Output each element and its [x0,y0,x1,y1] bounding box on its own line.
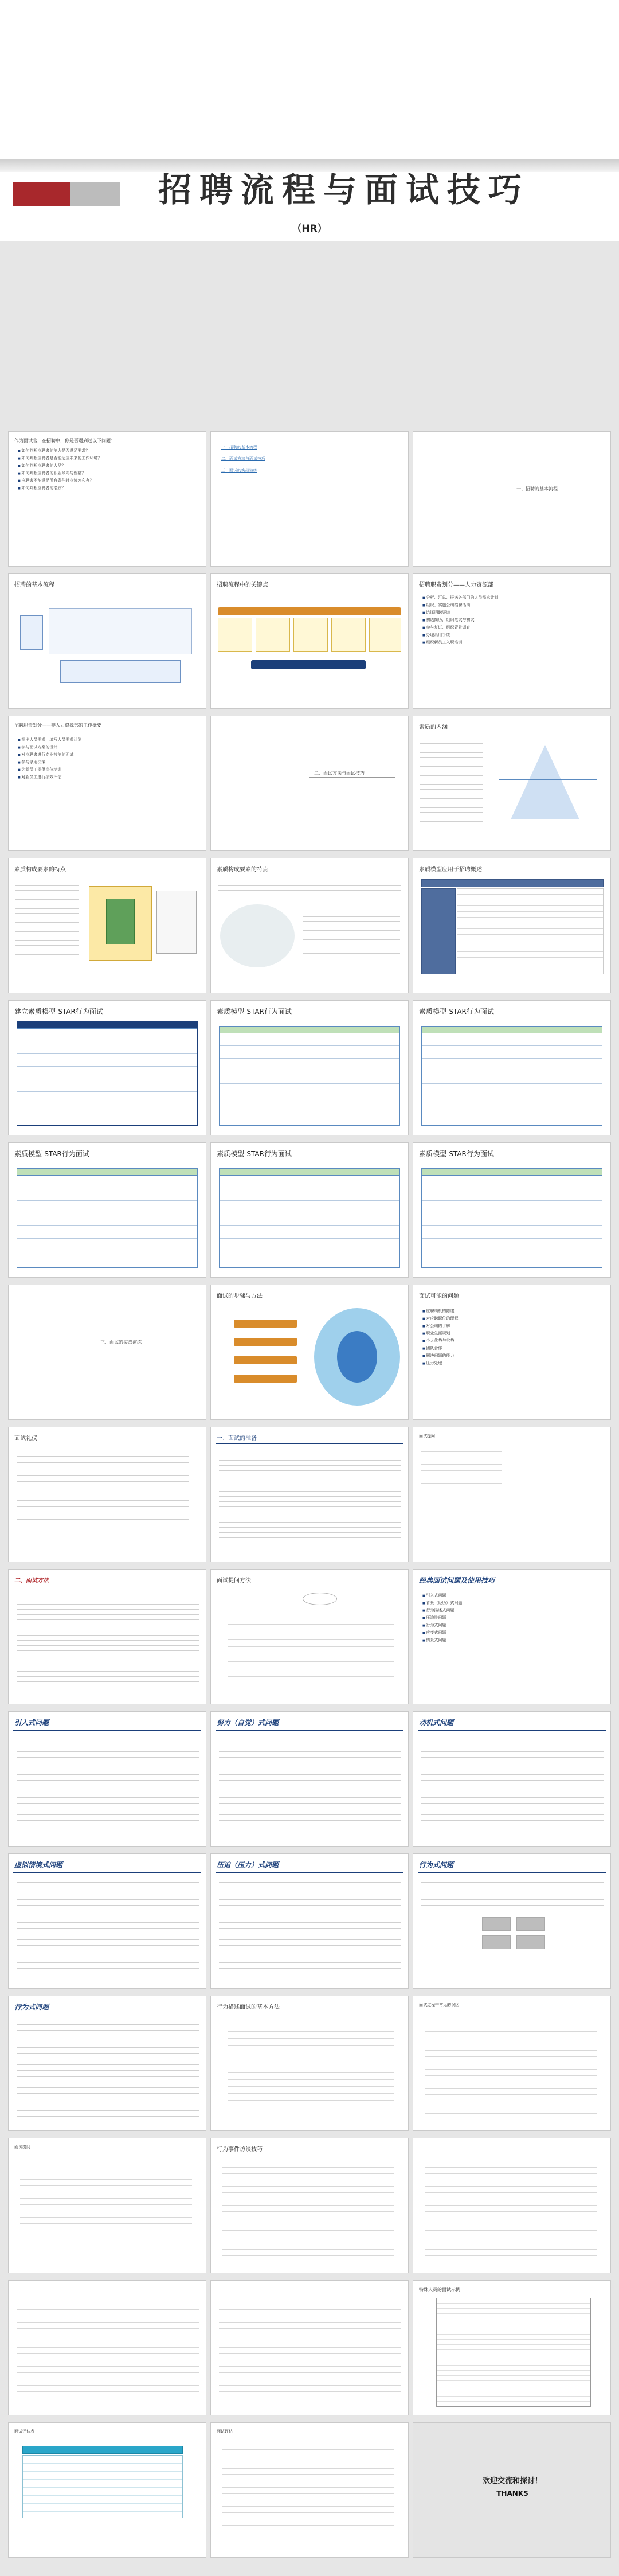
flow-chart [49,608,192,654]
slide-interview-steps [210,1285,409,1420]
slide-summary-1 [413,2138,611,2273]
slide-title: 建立素质模型-STAR行为面试 [14,1008,103,1016]
slide-summary-2 [8,2280,206,2415]
slide-title: 面试提问方法 [217,1578,251,1584]
table-body [457,888,604,974]
text-block [228,2025,394,2117]
list-item: ■ 应聘动机的陈述 [422,1308,601,1315]
key-point-box [256,618,290,652]
thanks-cn: 欢迎交流和探讨！ [482,2477,542,2485]
slide-title: 招聘职责划分——人力资源部 [419,582,493,588]
text-block [219,1450,401,1548]
slide-title: 面试总结 [419,2146,442,2153]
text-block [421,1446,502,1486]
text-block [303,908,400,959]
slide-title: 面试可能的问题 [419,1293,459,1299]
table-header [220,1169,399,1176]
slide-section-1 [413,431,611,567]
list-item: ■ 行为式问题 [422,1622,601,1629]
table-row [220,1059,399,1071]
list-item: ■ 参与复试、组织背景调查 [422,625,601,631]
cover-title: 招聘流程与面试技巧 [158,170,530,209]
text-block [222,2444,394,2530]
table-row [422,1071,602,1084]
text-block [219,1877,401,1974]
cover-grey-block [70,182,120,206]
list-item: ■ 解决问题的能力 [422,1353,601,1360]
list-item: ■ 对新员工进行绩效评估 [18,774,197,781]
slide-title: 面试评估 [217,2429,233,2434]
star-table [17,1168,198,1268]
section-title: 一、招聘的基本流程 [516,486,558,491]
slide-etiquette [8,1427,206,1562]
text-block [425,2161,597,2259]
illustration [220,904,295,967]
table-row [17,1029,197,1041]
diagram-box [482,1935,511,1949]
list-item: ■ 个人优势与劣势 [422,1338,601,1345]
list-item: ■ 压力处理 [422,1360,601,1367]
slide-hr-duties [413,573,611,709]
table-row [220,1176,399,1188]
slide-competency-traits-1 [8,858,206,993]
step-arrow [234,1356,297,1364]
table-header [220,1027,399,1033]
text-block [228,1610,394,1679]
slide-competency-meaning [413,716,611,851]
slide-eval-form [8,2422,206,2558]
list-item: ■ 为新员工提供岗位培训 [18,767,197,774]
list-item: ■ 对应聘者进行专业技能的面试 [18,752,197,759]
list-item: ■ 对应聘职位的理解 [422,1316,601,1322]
slide-possible-questions [413,1285,611,1420]
list-item: ■ 应变式问题 [422,1630,601,1637]
slide-title: 面试提问 [14,2145,30,2149]
list-item: ■ 团队合作 [422,1345,601,1352]
slide-title: 面试礼仪 [14,1435,37,1442]
table-row [220,1201,399,1213]
table-row [220,1188,399,1201]
slide-common-mistakes [413,1996,611,2131]
list-item: ■ 参与录用决策 [18,759,197,766]
slide-non-hr-duties [8,716,206,851]
table-row [220,1213,399,1226]
table-row [17,1188,197,1201]
slide-virtual-scenario [8,1853,206,1989]
slide-basic-flow [8,573,206,709]
table-row [17,1092,197,1104]
thanks-en: THANKS [496,2489,528,2497]
slide-title: 素质构成要素的特点 [217,867,268,873]
text-block [15,881,79,962]
slide-key-points [210,573,409,709]
table-row [422,1033,602,1046]
slide-title: 努力（自觉）式问题 [217,1719,279,1727]
toc-link[interactable]: 三、面试的实战演练 [221,468,257,473]
table-row [422,1188,602,1201]
diagram-box [482,1917,511,1931]
slide-star-2 [210,1000,409,1135]
slide-thanks [413,2422,611,2558]
slide-title: 虚拟情境式问题 [14,1861,63,1869]
section-title: 二、面试方法与面试技巧 [314,771,365,776]
bullet-list [422,1593,601,1645]
title-rule [418,1730,606,1731]
process-arrow [218,607,401,615]
slide-title: 引入式问题 [14,1719,49,1727]
list-item: ■ 分析、汇总、报送各部门的人员需求计划 [422,595,601,602]
slide-title: 素质模型应用于招聘概述 [419,867,482,873]
slide-title: 压迫（压力）式问题 [217,1861,279,1869]
list-item: ■ 提出人员需求，填写人员需求计划 [18,737,197,744]
cover-red-block [13,182,70,206]
text-block [17,2019,199,2117]
table-row [422,1226,602,1239]
slide-title: 经典面试问题及使用技巧 [419,1576,495,1584]
slide-question-methods [210,1569,409,1704]
cover-slide [0,0,619,424]
slide-title: 行为事件访谈技巧 [217,2146,263,2153]
slide-title: 素质构成要素的特点 [14,867,66,873]
list-item: ■ 引入式问题 [422,1593,601,1599]
slide-star-3 [413,1000,611,1135]
table-row [17,1201,197,1213]
list-item: ■ 情景式问题 [422,1637,601,1644]
slide-title: 面试的步骤与方法 [217,1293,263,1299]
section-divider [310,777,395,778]
text-block [219,1735,401,1832]
title-rule [418,1872,606,1873]
table-row [17,1041,197,1054]
title-rule [216,1443,403,1444]
slide-title: 行为式问题 [419,1861,454,1869]
bullet-list [422,595,601,647]
list-item: ■ 背景（经历）式问题 [422,1600,601,1607]
slide-title: 动机式问题 [419,1719,454,1727]
list-item: ■ 压迫性问题 [422,1615,601,1622]
table-row [422,1176,602,1188]
table-row [422,1084,602,1096]
document-scan [436,2298,591,2407]
form-header [22,2446,183,2454]
flow-chart-lower [60,660,181,683]
list-item: ■ 如何判断应聘者的能力是否满足要求？ [18,448,197,455]
table-row [17,1079,197,1092]
list-item: ■ 对公司的了解 [422,1323,601,1330]
table-row [17,1176,197,1188]
slide-title: 素质模型-STAR行为面试 [217,1008,292,1016]
slide-title: 一、面试的准备 [217,1435,257,1442]
slide-title: 二、面试方法 [14,1578,49,1584]
trait-core [106,899,135,944]
slide-title: 招聘职责划分——非人力资源部的工作概要 [14,723,101,728]
key-point-box [218,618,252,652]
slide-title: 特殊人员的面试示例 [419,2287,460,2292]
slide-star-1 [8,1000,206,1135]
table-header [422,1027,602,1033]
bullet-list [18,448,197,493]
slide-methods [8,1569,206,1704]
step-arrow [234,1320,297,1328]
slide-intro-questions-type [8,1711,206,1847]
text-block [20,2167,192,2230]
diagram-box [516,1935,545,1949]
process-bar [251,660,366,669]
text-block [218,881,401,897]
slide-title: 面试评估表 [14,2429,34,2434]
list-item: ■ 如何判断应聘者的人品？ [18,463,197,470]
slide-title: 素质模型-STAR行为面试 [217,1150,292,1158]
star-table [219,1168,400,1268]
table-row [220,1226,399,1239]
slide-behavior-questions-2 [8,1996,206,2131]
slide-section-2 [210,716,409,851]
text-block [17,1735,199,1832]
slide-questioning-1 [413,1427,611,1562]
slide-title: 面试提问 [419,1434,435,1438]
slide-table-of-contents [210,431,409,567]
table-header [421,879,604,887]
slide-title: 招聘流程中的关键点 [217,582,268,588]
slide-title: 面试总结 [217,2289,240,2295]
toc [221,444,265,479]
slide-questioning-2 [8,2138,206,2273]
trait-legend [156,891,197,954]
key-point-box [331,618,366,652]
slide-behavior-description [210,1996,409,2131]
table-row [17,1067,197,1079]
list-item: ■ 组织新员工入职培训 [422,639,601,646]
slide-bei-skills [210,2138,409,2273]
slide-competency-recruitment [413,858,611,993]
list-item: ■ 办理录用手续 [422,632,601,639]
title-rule [216,1872,403,1873]
list-item: ■ 应聘者不能满足所有条件时应该怎么办？ [18,478,197,485]
slide-title: 作为面试官，在招聘中，你是否遇到过以下问题： [14,438,115,443]
star-table [421,1168,602,1268]
list-item: ■ 选择招聘渠道 [422,610,601,616]
slide-preparation [210,1427,409,1562]
table-row [220,1084,399,1096]
slide-motivation-questions [413,1711,611,1847]
slide-title: 招聘的基本流程 [14,582,54,588]
key-point-box [293,618,328,652]
cover-subtitle: （HR） [292,223,327,235]
text-block [17,2304,199,2401]
toc-link[interactable]: 一、招聘的基本流程 [221,445,257,450]
cover-blank-band [0,0,619,128]
text-block [421,1735,604,1832]
table-row [422,1059,602,1071]
table-row [17,1226,197,1239]
iceberg-diagram [511,745,579,819]
slide-title: 行为式问题 [14,2003,49,2011]
bullet-list [422,1308,601,1368]
table-side [421,888,456,974]
center-node [303,1593,337,1605]
flow-box [20,615,43,650]
bullet-list [18,737,197,782]
slide-classic-questions [413,1569,611,1704]
slide-summary-3 [210,2280,409,2415]
slide-title: 素质模型-STAR行为面试 [419,1008,494,1016]
slide-star-4 [8,1142,206,1278]
table-row [17,1054,197,1067]
slide-effort-questions [210,1711,409,1847]
list-item: ■ 如何判断应聘者的潜质？ [18,485,197,492]
slide-section-3 [8,1285,206,1420]
slide-competency-traits-2 [210,858,409,993]
slide-title: 素质的内涵 [419,724,448,731]
table-header [17,1169,197,1176]
slide-title: 素质模型-STAR行为面试 [14,1150,89,1158]
cover-bottom-band [0,241,619,424]
list-item: ■ 组织、实施公司招聘活动 [422,602,601,609]
toc-link[interactable]: 二、面试方法与面试技巧 [221,456,265,461]
text-block [17,1589,199,1692]
step-arrow [234,1338,297,1346]
table-header [422,1169,602,1176]
table-row [220,1046,399,1059]
slide-title: 面试总结 [14,2289,37,2295]
diagram-box [516,1917,545,1931]
list-item: ■ 参与面试方案的设计 [18,744,197,751]
text-block [222,2161,394,2259]
text-block [17,1877,199,1974]
table-row [422,1213,602,1226]
star-table [17,1021,198,1126]
slide-title: 素质模型-STAR行为面试 [419,1150,494,1158]
step-arrow [234,1375,297,1383]
slide-pressure-questions [210,1853,409,1989]
cycle-core [337,1331,377,1383]
text-block [17,1450,189,1525]
table-header [17,1022,197,1029]
list-item: ■ 行为描述式问题 [422,1607,601,1614]
title-rule [13,1730,201,1731]
slide-intro-questions [8,431,206,567]
star-table [421,1026,602,1126]
slide-star-5 [210,1142,409,1278]
key-point-box [369,618,401,652]
slide-special-examples [413,2280,611,2415]
list-item: ■ 如何判断应聘者的职业倾向与性格？ [18,470,197,477]
title-rule [13,1872,201,1873]
table-row [220,1071,399,1084]
slide-evaluation [210,2422,409,2558]
slide-behavior-questions-1 [413,1853,611,1989]
text-block [421,1877,604,1911]
table-row [17,1213,197,1226]
text-block [420,739,483,825]
slide-star-6 [413,1142,611,1278]
title-rule [216,1730,403,1731]
slide-title: 行为描述面试的基本方法 [217,2004,280,2011]
table-row [422,1201,602,1213]
table-row [220,1033,399,1046]
text-block [425,2019,597,2117]
star-table [219,1026,400,1126]
list-item: ■ 初选简历，组织笔试与初试 [422,617,601,624]
form-body [22,2455,183,2518]
text-block [219,2304,401,2401]
list-item: ■ 职业生涯规划 [422,1330,601,1337]
list-item: ■ 如何判断应聘者是否能适应未来的工作环境？ [18,455,197,462]
slide-title: 面试过程中常见的误区 [419,2003,459,2007]
waterline [499,779,597,780]
section-title: 三、面试的实战演练 [100,1340,142,1345]
table-row [422,1046,602,1059]
